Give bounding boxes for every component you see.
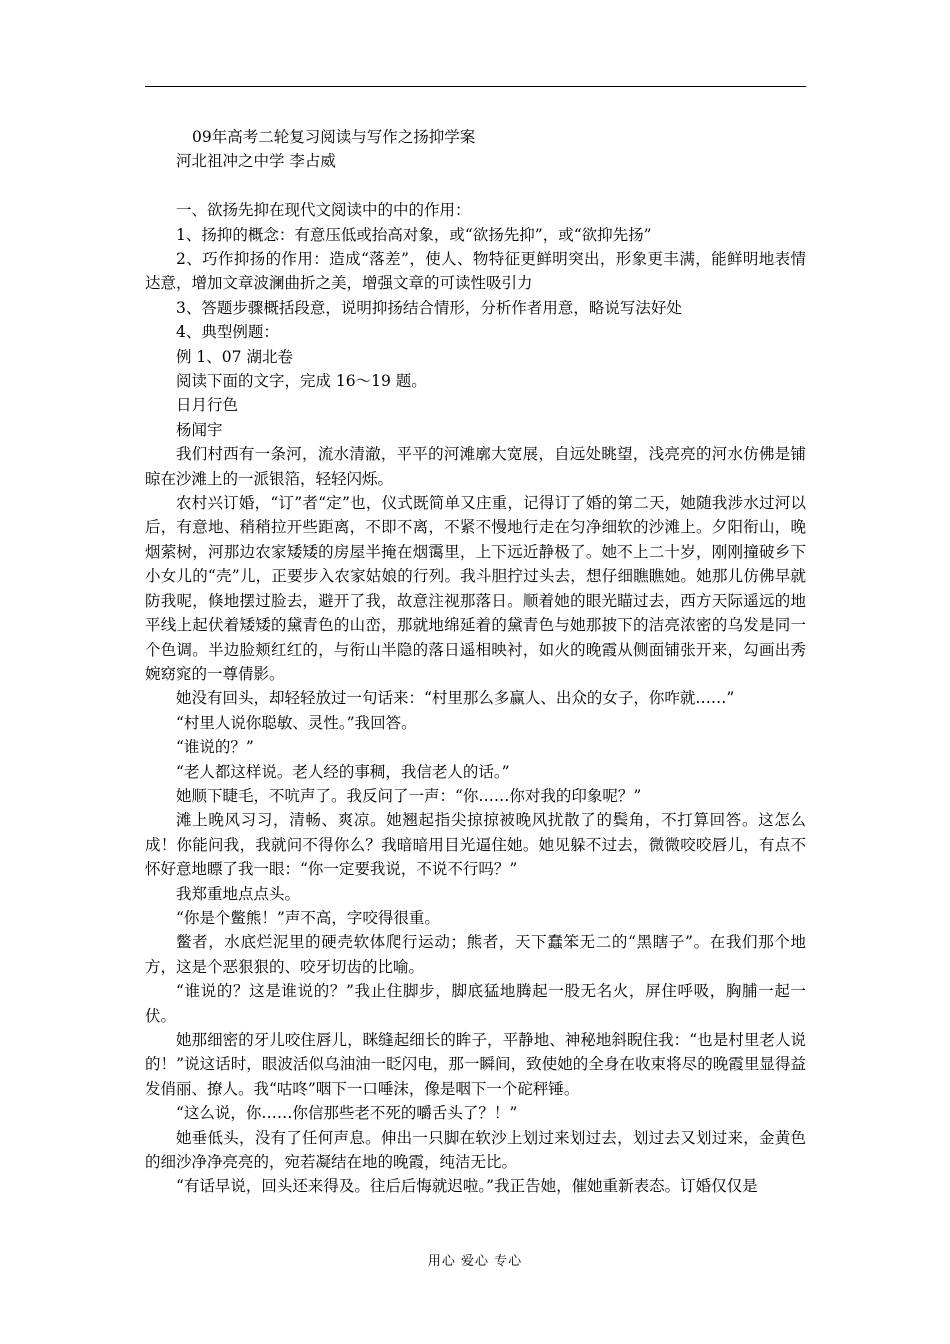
document-body	[145, 125, 806, 1199]
story-paragraph: 她顺下睫毛，不吭声了。我反问了一声：“你……你对我的印象呢？”	[176, 786, 642, 805]
page-footer: 用心 爱心 专心	[427, 1254, 523, 1269]
document-title: 09年高考二轮复习阅读与写作之扬抑学案	[192, 128, 476, 146]
instruction: 阅读下面的文字，完成 16～19 题。	[176, 372, 427, 391]
story-paragraph: “你是个鳖熊！”声不高，字咬得很重。	[176, 908, 440, 927]
story-title: 日月行色	[176, 396, 239, 415]
story-paragraph: 鳖者，水底烂泥里的硬壳软体爬行运动；熊者，天下蠢笨无二的“黑瞎子”。在我们那个地方，这是个恶狠狠的、咬牙切齿的比喻。	[145, 933, 806, 976]
story-paragraph: 农村兴订婚，“订”者“定”也，仪式既简单又庄重，记得订了婚的第二天，她随我涉水过河以后，有意地、稍稍拉开些距离，不即不离，不紧不慢地行走在匀净细软的沙滩上。夕阳衔山，晚烟萦树，河那边农家矮矮的房屋半掩在烟霭里，上下远近静极了。她不上二十岁，刚刚撞破乡下小女儿的“壳”儿，正要步入农家姑娘的行列。我斗胆拧过头去，想仔细瞧瞧她。她那儿仿佛早就防我呢，倏地摆过脸去，避开了我，故意注视那落日。顺着她的眼光瞄过去，西方天际遥远的地平线上起伏着矮矮的黛青色的山峦，那就地绵延着的黛青色与她那披下的洁亮浓密的乌发是同一个色调。半边脸颊红红的，与衔山半隐的落日遥相映衬，如火的晚霞从侧面铺张开来，勾画出秀婉窈窕的一尊倩影。	[145, 494, 806, 683]
story-paragraph: “有话早说，回头还来得及。往后后悔就迟啦。”我正告她，催她重新表态。订婚仅仅是	[176, 1177, 758, 1196]
document-author: 河北祖冲之中学 李占威	[176, 152, 336, 171]
point-1: 1、扬抑的概念：有意压低或抬高对象，或“欲扬先抑”，或“欲抑先扬”	[176, 225, 652, 244]
blank-line	[145, 174, 806, 198]
story-paragraph: 我郑重地点点头。	[176, 884, 301, 903]
story-paragraph: “谁说的？”	[176, 738, 254, 757]
story-paragraph: 她垂低头，没有了任何声息。伸出一只脚在软沙上划过来划过去，划过去又划过来，金黄色的细沙净净亮亮的，宛若凝结在地的晚霞，纯洁无比。	[145, 1128, 806, 1172]
story-paragraph: 滩上晚风习习，清畅、爽凉。她翘起指尖掠掠被晚风扰散了的鬓角，不打算回答。这怎么成！你能问我，我就问不得你么？我暗暗用目光逼住她。她见躲不过去，微微咬咬唇儿，有点不怀好意地瞟了我一眼：“你一定要我说，不说不行吗？”	[145, 811, 806, 879]
story-author: 杨闻宇	[176, 420, 223, 439]
header-rule	[145, 86, 806, 87]
example-label: 例 1、07 湖北卷	[176, 347, 293, 366]
story-paragraph: 我们村西有一条河，流水清澈，平平的河滩廓大宽展，自远处眺望，浅亮亮的河水仿佛是铺晾在沙滩上的一派银箔，轻轻闪烁。	[145, 445, 806, 488]
story-paragraph: 她那细密的牙儿咬住唇儿，眯缝起细长的眸子，平静地、神秘地斜睨住我：“也是村里老人说的！”说这话时，眼波活似乌油油一眨闪电，那一瞬间，致使她的全身在收束将尽的晚霞里显得益发俏丽、撩人。我“咕咚”咽下一口唾沫，像是咽下一个砣秤锤。	[145, 1031, 806, 1098]
story-paragraph: “谁说的？这是谁说的？”我止住脚步，脚底猛地腾起一股无名火，屏住呼吸，胸脯一起一伏。	[145, 982, 806, 1025]
story-paragraph: 她没有回头，却轻轻放过一句话来：“村里那么多赢人、出众的女子，你咋就……”	[176, 689, 735, 708]
story-paragraph: “老人都这样说。老人经的事稠，我信老人的话。”	[176, 762, 510, 781]
point-4: 4、典型例题：	[176, 323, 279, 342]
point-3: 3、答题步骤概括段意，说明抑扬结合情形，分析作者用意，略说写法好处	[176, 298, 682, 317]
section-heading: 一、欲扬先抑在现代文阅读中的中的作用：	[176, 201, 471, 220]
story-paragraph: “村里人说你聪敏、灵性。”我回答。	[176, 713, 417, 732]
point-2: 2、巧作抑扬的作用：造成“落差”，使人、物特征更鲜明突出，形象更丰满，能鲜明地表情达意，增加文章波澜曲折之美，增强文章的可读性吸引力	[145, 250, 806, 293]
story-paragraph: “这么说，你……你信那些老不死的嚼舌头了？！”	[176, 1104, 518, 1123]
